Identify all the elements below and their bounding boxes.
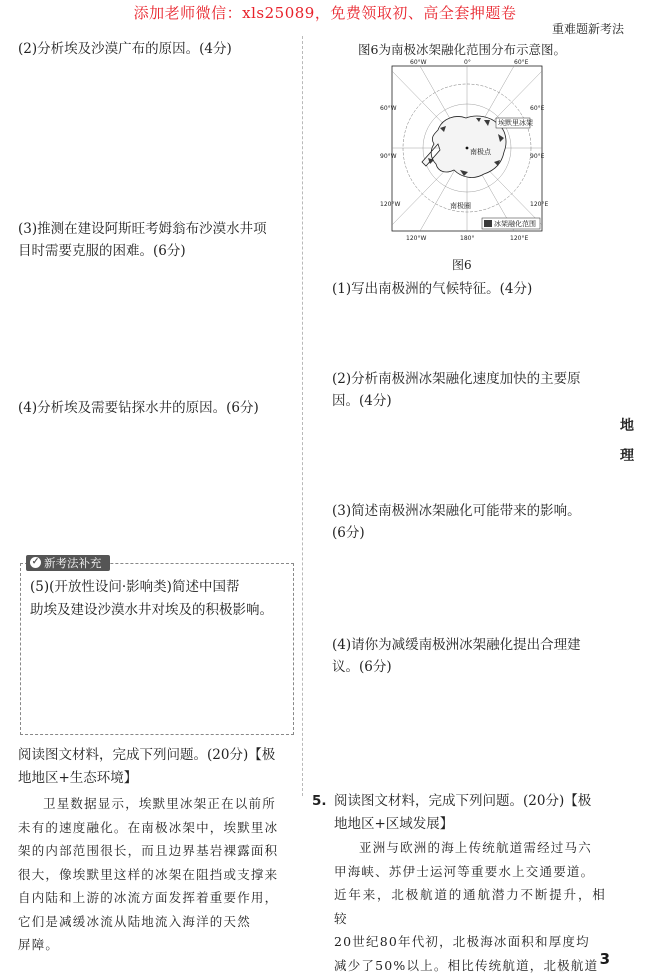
tick-label: 60°W <box>380 105 397 112</box>
place-label-south-pole: 南极点 <box>470 148 491 156</box>
question-3-left-line1: (3)推测在建设阿斯旺考姆翁布沙漠水井项 <box>18 221 267 237</box>
page-number: 3 <box>599 950 610 968</box>
question-1-right: (1)写出南极洲的气候特征。(4分) <box>332 281 533 297</box>
question-3-right-line1: (3)简述南极洲冰架融化可能带来的影响。 <box>332 503 581 519</box>
passage-line: 20世纪80年代初，北极海冰面积和厚度均 <box>334 934 590 949</box>
question-4-right-line2: 议。(6分) <box>332 659 392 675</box>
new-method-tag <box>26 555 110 571</box>
tick-label: 180° <box>460 235 475 242</box>
promo-banner: 添加老师微信：xls25089，免费领取初、高全套押题卷 <box>133 4 517 22</box>
question-4-left: (4)分析埃及需要钻探水井的原因。(6分) <box>18 400 259 416</box>
tick-label: 60°E <box>514 59 529 66</box>
map-svg <box>380 58 550 245</box>
south-pole-point <box>466 147 469 150</box>
tick-label: 90°W <box>380 153 397 160</box>
place-label-amery: 埃默里冰架 <box>498 119 533 127</box>
figure-label: 图6 <box>452 258 472 272</box>
tick-label: 0° <box>464 59 471 66</box>
place-label-antarctic-circle: 南极圈 <box>450 202 471 210</box>
tag-icon: ✓ <box>31 557 40 567</box>
question-5-left-line2: 助埃及建设沙漠水井对埃及的积极影响。 <box>30 602 273 618</box>
question-4-right-line1: (4)请你为减缓南极洲冰架融化提出合理建 <box>332 637 581 653</box>
figure-intro: 图6为南极冰架融化范围分布示意图。 <box>358 42 566 57</box>
tick-label: 60°E <box>530 105 545 112</box>
question-2-left: (2)分析埃及沙漠广布的原因。(4分) <box>18 41 232 57</box>
passage-line: 它们是减缓冰流从陆地流入海洋的天然 <box>18 913 251 929</box>
question-5-left <box>30 576 288 622</box>
passage-line: 屏障。 <box>18 937 60 952</box>
tag-label: 新考法补充 <box>44 556 102 570</box>
tick-label: 90°E <box>530 153 545 160</box>
question-2-right-line1: (2)分析南极洲冰架融化速度加快的主要原 <box>332 371 581 387</box>
passage-line: 很大，像埃默里这样的冰架在阻挡或支撑来 <box>18 866 279 882</box>
tick-label: 120°E <box>510 235 529 242</box>
tick-label: 120°W <box>380 201 401 208</box>
question-2-right-line2: 因。(4分) <box>332 393 392 409</box>
reading-prompt-right-line2: 地地区+区域发展】 <box>334 816 454 832</box>
legend-label: 冰架融化范围 <box>494 220 536 228</box>
question-3-left-line2: 目时需要克服的困难。(6分) <box>18 243 186 259</box>
passage-line: 自内陆和上游的冰流方面发挥着重要作用， <box>18 890 279 905</box>
passage-line: 亚洲与欧洲的海上传统航道需经过马六 <box>359 840 592 855</box>
tick-label: 120°W <box>406 235 427 242</box>
reading-prompt-left-line1: 阅读图文材料，完成下列问题。(20分)【极 <box>18 747 276 763</box>
reading-prompt-right-line1: 阅读图文材料，完成下列问题。(20分)【极 <box>334 793 592 809</box>
passage-line: 甲海峡、苏伊士运河等重要水上交通要道。 <box>334 863 595 879</box>
tick-label: 60°W <box>410 59 427 66</box>
passage-line: 卫星数据显示，埃默里冰架正在以前所 <box>43 796 276 811</box>
question-5-left-line1: (5)(开放性设问·影响类)简述中国帮 <box>30 579 240 595</box>
subject-label-char: 地 <box>620 418 634 434</box>
passage-line: 架的内部范围很长，而且边界基岩裸露面积 <box>18 843 279 858</box>
reading-passage-right <box>334 836 606 977</box>
legend-swatch <box>484 220 492 227</box>
passage-line: 未有的速度融化。在南极冰架中，埃默里冰 <box>18 819 279 835</box>
passage-line: 近年来，北极航道的通航潜力不断提升，相较 <box>334 887 606 926</box>
reading-passage-left <box>18 792 294 957</box>
running-head: 重难题新考法 <box>551 22 624 36</box>
reading-prompt-left-line2: 地地区+生态环境】 <box>18 770 138 786</box>
question-5-number: 5. <box>312 793 327 809</box>
tick-label: 120°E <box>530 201 549 208</box>
question-3-right-line2: (6分) <box>332 525 365 541</box>
passage-line: 减少了50%以上。相比传统航道，北极航道 <box>334 957 599 973</box>
antarctic-map <box>380 58 550 245</box>
subject-label-char: 理 <box>620 448 634 464</box>
column-divider <box>302 36 303 796</box>
